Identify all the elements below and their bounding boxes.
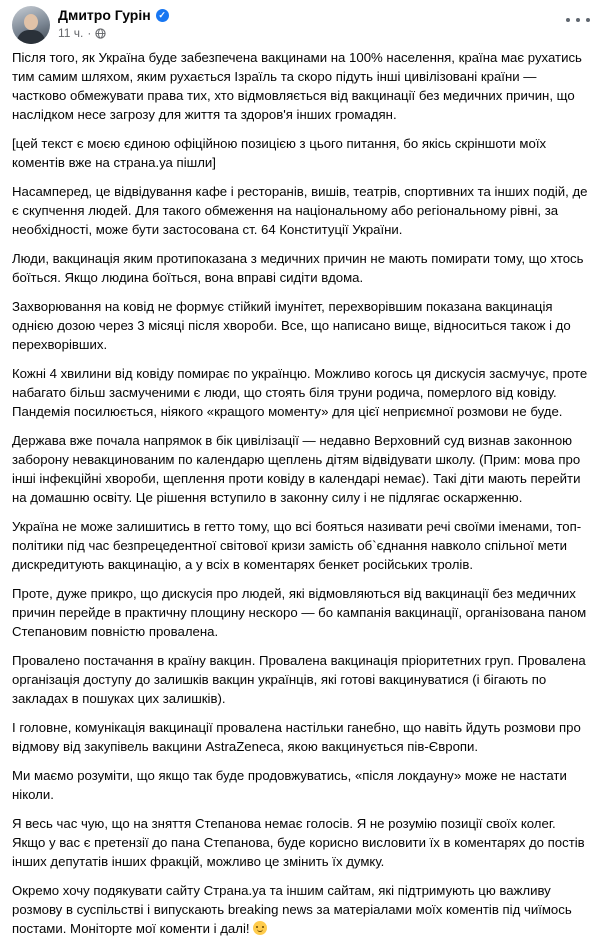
post-paragraph: Люди, вакцинація яким протипоказана з медичних причин не мають помирати тому, що хтось боїться. Якщо людина боїться, вона вправі сидіти вдома. — [12, 251, 584, 285]
post-paragraph: І головне, комунікація вакцинації провалена настільки ганебно, що навіть йдуть розмови про відмову від закупівель вакцини AstraZeneca, якою вакцинується пів-Європи. — [12, 720, 581, 754]
post-paragraph: Держава вже почала напрямок в бік цивілізації — недавно Верховний суд визнав законною заборону невакцинованим по календарю щеплень дітям відвідувати школу. (Прим: мова про інші інфекційні хвороби, щеплення проти ковіду в календарі немає). Такі діти мають перейти на домашню освіту. Це рішення вступило в законну силу і не підлягає оскарженню. — [12, 433, 581, 505]
globe-icon[interactable] — [95, 28, 106, 39]
post-paragraph: Україна не може залишитись в гетто тому, що всі бояться називати речі своїми іменами, топ-політики під час безпрецедентної світової кризи замість об`єднання навколо спільної мети дискредитують вакцинацію, а у всіх в коментарях бенкет російських тролів. — [12, 519, 582, 572]
verified-badge-icon: ✓ — [156, 9, 169, 22]
smiling-face-emoji-icon — [253, 921, 267, 935]
author-avatar[interactable] — [12, 6, 50, 44]
avatar-face — [24, 14, 38, 30]
post-paragraph-last — [12, 881, 592, 938]
meta-separator: · — [87, 26, 92, 40]
avatar-shirt — [17, 30, 45, 44]
post-paragraph: Захворювання на ковід не формує стійкий імунітет, перехворівшим показана вакцинація однією дозою через 3 місяці після хвороби. Все, що написано вище, відноситься також і до перехворівших. — [12, 299, 571, 352]
post-paragraph: Проте, дуже прикро, що дискусія про людей, які відмовляються від вакцинації без медичних причин перейде в практичну площину нескоро — бо кампанія вакцинації, організована паном Степановим повністю провалена. — [12, 586, 587, 639]
post-header — [12, 6, 592, 44]
post-paragraph: Ми маємо розуміти, що якщо так буде продовжуватись, «після локдауну» може не настати ніколи. — [12, 768, 567, 802]
post-timestamp[interactable]: 11 ч. — [58, 26, 84, 40]
post-body — [12, 48, 592, 948]
author-name[interactable]: Дмитро Гурін — [58, 7, 151, 23]
post-paragraph: Кожні 4 хвилини від ковіду помирає по українцю. Можливо когось ця дискусія засмучує, проте набагато більш засмученими є люди, що стоять біля труни родича, померлого від ковіду. Пандемія посилюється, ніякого «кращого моменту» для цієї неприємної розмови не буде. — [12, 366, 588, 419]
author-row — [58, 7, 169, 23]
post-paragraph-text: Окремо хочу подякувати сайту Страна.уа та іншим сайтам, які підтримують цю важливу розмову в суспільстві і випускають breaking news за матеріалами моїх коментів під чиїмось постами. Моніторте мої коменти і далі! — [12, 883, 572, 936]
post-paragraph: Провалено постачання в країну вакцин. Провалена вакцинація пріоритетних груп. Провалена організація доступу до залишків вакцин українців, які готові вакцинуватися (і бігають по закладах в пошуках цих залишків). — [12, 653, 586, 706]
post-paragraph: Насамперед, це відвідування кафе і ресторанів, вишів, театрів, спортивних та інших подій, де є скупчення людей. Для такого обмеження на національному або регіональному рівні, за необхідності, може бути застосована ст. 64 Конституції України. — [12, 184, 588, 237]
post-paragraph: Після того, як Україна буде забезпечена вакцинами на 100% населення, країна має рухатись тим самим шляхом, яким рухається Ізраїль та скоро підуть інші цивілізовані країни — частково обмежувати права тих, хто відмовляється від вакцинації без медичних причин, що наслідком несе загрозу для життя та здоров'я інших громадян. — [12, 50, 582, 122]
more-options-icon[interactable] — [566, 12, 590, 28]
post-paragraph: [цей текст є моєю єдиною офіційною позицією з цього питання, бо якісь скріншоти моїх коментів вже на страна.уа пішли] — [12, 136, 547, 170]
post-paragraph: Я весь час чую, що на зняття Степанова немає голосів. Я не розумію позиції своїх колег. Якщо у вас є претензії до пана Степанова, буде корисно висловити їх в коментарях до постів інших депутатів інших фракцій, можливо це змінить їх думку. — [12, 816, 585, 869]
post-meta — [58, 26, 106, 40]
